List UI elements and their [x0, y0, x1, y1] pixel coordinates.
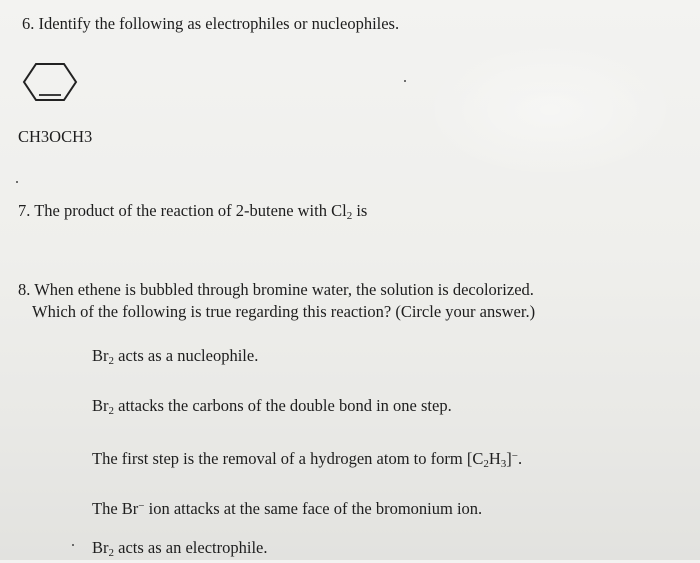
paper-speck [72, 544, 74, 546]
paper-speck [16, 181, 18, 183]
answer-option-b[interactable]: $Br_2$ attacks the carbons of the double bond in one step. [92, 396, 452, 417]
answer-option-d[interactable]: The Br− ion attacks at the same face of the bromonium ion. [92, 499, 483, 518]
photo-glare [420, 40, 680, 180]
question-7-prompt: 7. The product of the reaction of 2-butene with $Cl_2$ is [18, 201, 368, 222]
answer-option-c[interactable]: The first step is the removal of a hydrogen atom to form $[C_2H_3]^-$. [92, 449, 523, 470]
cyclohexene-structure-icon [22, 58, 78, 106]
question-8-prompt-line2: Which of the following is true regarding this reaction? (Circle your answer.) [32, 302, 536, 321]
answer-option-a[interactable]: $Br_2$ acts as a nucleophile. [92, 346, 259, 367]
question-6-prompt: 6. Identify the following as electrophiles or nucleophiles. [22, 14, 400, 33]
question-6-formula: CH3OCH3 [18, 127, 93, 146]
paper-speck [404, 80, 406, 82]
answer-option-e[interactable]: $Br_2$ acts as an electrophile. [92, 538, 268, 559]
question-8-prompt-line1: 8. When ethene is bubbled through bromine water, the solution is decolorized. [18, 280, 534, 299]
